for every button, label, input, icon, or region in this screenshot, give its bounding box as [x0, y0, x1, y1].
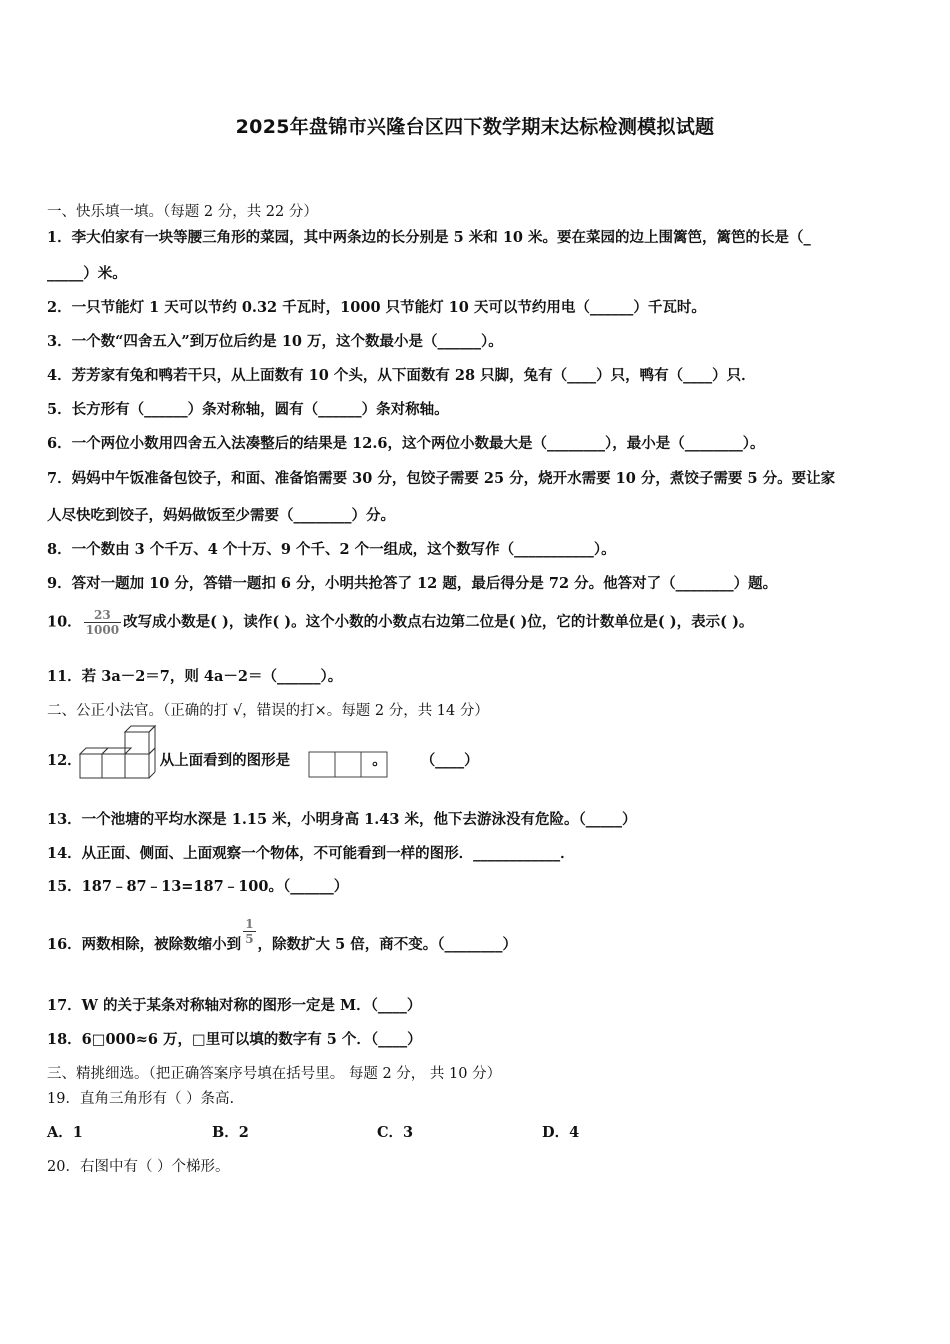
question-3: 3．一个数“四舍五入”到万位后约是 10 万，这个数最小是（______）。: [47, 333, 503, 350]
question-19-options: [47, 1123, 910, 1143]
top-view-three-squares: [308, 751, 390, 779]
question-17: 17．W 的关于某条对称轴对称的图形一定是 M．（____）: [47, 997, 422, 1014]
fraction-23-over-1000: $\frac{23}{1000}$: [85, 608, 120, 637]
question-19: 19．直角三角形有（ ）条高.: [47, 1091, 235, 1107]
question-12-blank: （____）: [420, 752, 479, 769]
question-12: [47, 751, 910, 771]
question-12-end: 。: [372, 752, 387, 769]
fraction-1-over-5: $\frac{1}{5}$: [245, 916, 254, 946]
question-1-line-1: 1．李大伯家有一块等腰三角形的菜园，其中两条边的长分别是 5 米和 10 米。要在菜园的边上围篱笆，篱笆的长是（_: [47, 229, 811, 246]
question-5: 5．长方形有（______）条对称轴，圆有（______）条对称轴。: [47, 401, 449, 418]
question-7-line-1: 7．妈妈中午饭准备包饺子，和面、准备馅需要 30 分，包饺子需要 25 分，烧开水需要 10 分，煮饺子需要 5 分。要让家: [47, 470, 836, 487]
question-4: 4．芳芳家有兔和鸭若干只，从上面数有 10 个头，从下面数有 28 只脚，兔有（____）只，鸭有（____）只．: [47, 367, 756, 384]
section-1-heading: 一、快乐填一填。（每题 2 分，共 22 分）: [47, 204, 318, 220]
question-7-line-2: 人尽快吃到饺子，妈妈做饭至少需要（________）分。: [47, 507, 395, 524]
question-15: 15．187﹣87﹣13=187﹣100。（______）: [47, 878, 349, 895]
question-13: 13．一个池塘的平均水深是 1.15 米，小明身高 1.43 米，他下去游泳没有危险。（_____）: [47, 811, 637, 828]
section-2-heading: 二、公正小法官。（正确的打 √，错误的打×。每题 2 分，共 14 分）: [47, 703, 489, 719]
question-14: 14．从正面、侧面、上面观察一个物体，不可能看到一样的图形．____________．: [47, 845, 575, 862]
question-1-line-2: _____）米。: [47, 265, 127, 282]
section-3-heading: 三、精挑细选。（把正确答案序号填在括号里。 每题 2 分， 共 10 分）: [47, 1066, 502, 1082]
question-10: [47, 608, 910, 637]
question-2: 2．一只节能灯 1 天可以节约 0.32 千瓦时，1000 只节能灯 10 天可以节约用电（______）千瓦时。: [47, 299, 706, 316]
question-18: 18．6□000≈6 万，□里可以填的数字有 5 个．（____）: [47, 1031, 422, 1048]
question-16: [47, 916, 910, 965]
option-c: C．3: [377, 1124, 414, 1141]
question-12-text: 从上面看到的图形是: [159, 752, 291, 769]
question-20: 20．右图中有（ ）个梯形。: [47, 1159, 230, 1175]
page-title: 2025年盘锦市兴隆台区四下数学期末达标检测模拟试题: [235, 116, 715, 138]
cube-stack-figure: [78, 722, 158, 782]
question-10-number: 10．: [47, 613, 82, 631]
option-a: A．1: [47, 1124, 83, 1141]
question-16-text-after: ，除数扩大 5 倍，商不变。（________）: [257, 936, 517, 953]
question-12-number: 12．: [47, 752, 82, 769]
question-16-text-before: 16．两数相除，被除数缩小到: [47, 936, 242, 953]
option-d: D．4: [542, 1124, 580, 1141]
question-9: 9．答对一题加 10 分，答错一题扣 6 分，小明共抢答了 12 题，最后得分是 72 分。他答对了（________）题。: [47, 575, 778, 592]
question-11: 11．若 3a－2＝7，则 4a－2＝（______）。: [47, 668, 343, 685]
question-8: 8．一个数由 3 个千万、4 个十万、9 个千、2 个一组成，这个数写作（___________）。: [47, 541, 616, 558]
question-10-text: 改写成小数是( )，读作( )。这个小数的小数点右边第二位是( )位，它的计数单位是( )，表示( )。: [123, 613, 754, 631]
option-b: B．2: [212, 1124, 249, 1141]
question-6: 6．一个两位小数用四舍五入法凑整后的结果是 12.6，这个两位小数最大是（________），最小是（________）。: [47, 435, 765, 452]
